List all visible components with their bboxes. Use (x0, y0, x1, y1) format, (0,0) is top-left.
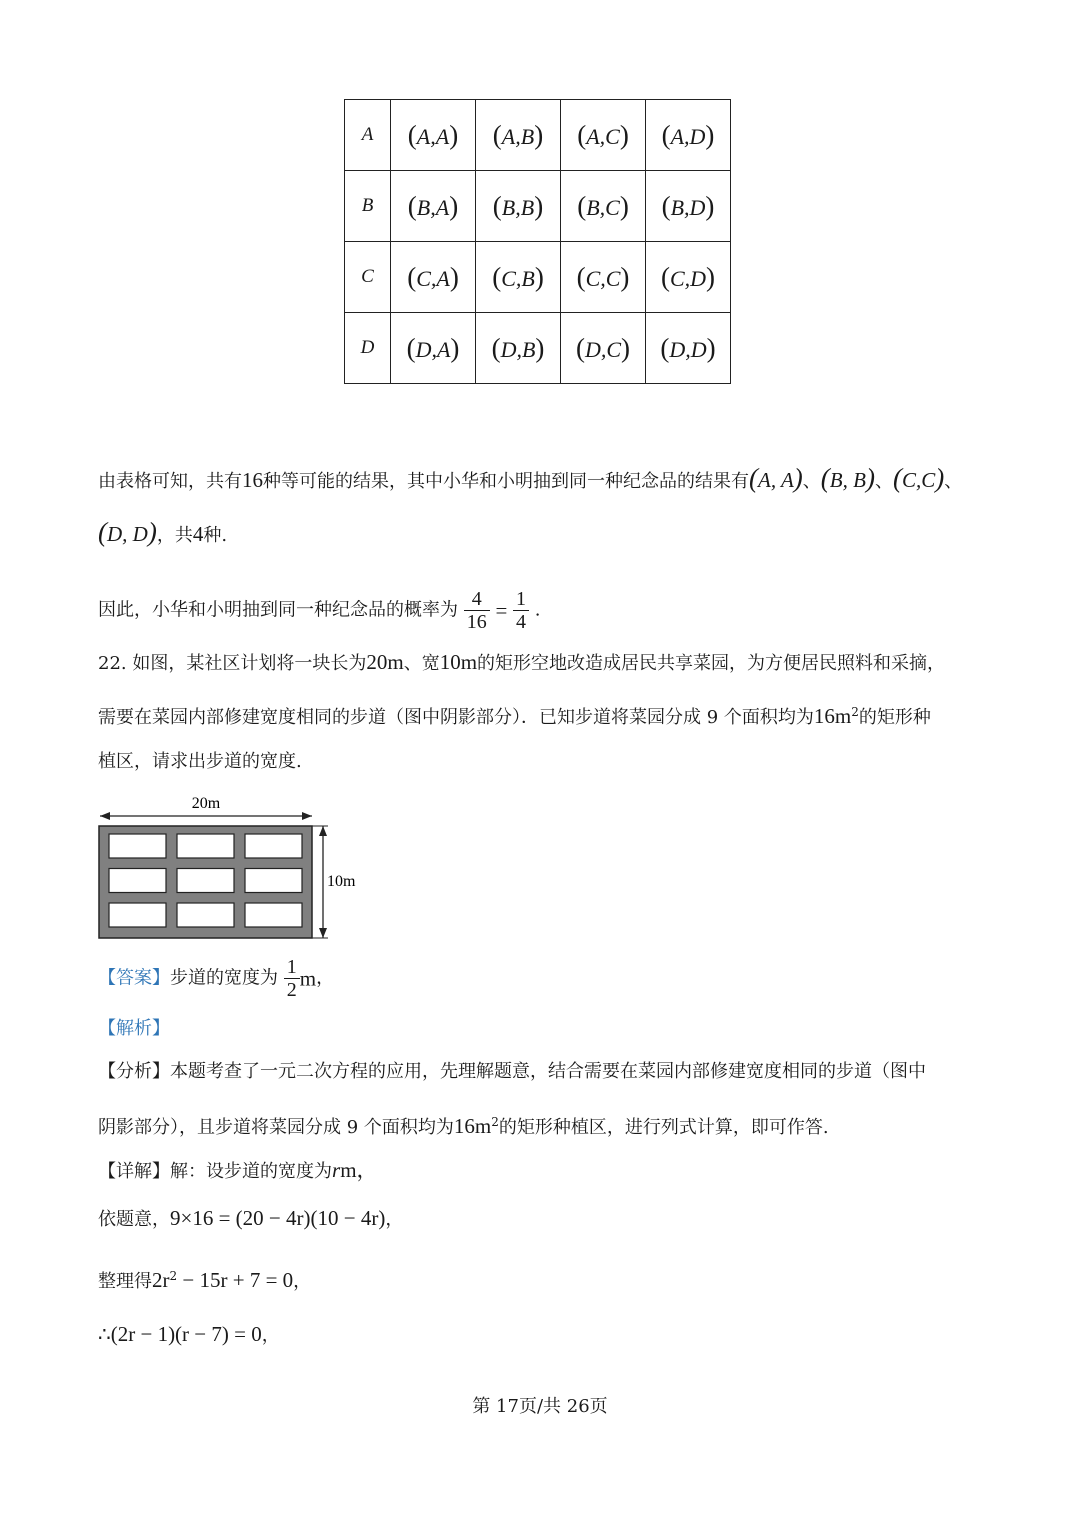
outcome-cell: (D,A) (391, 313, 476, 384)
planting-plot (245, 903, 302, 927)
planting-plot (177, 869, 234, 893)
question-line2: 需要在菜园内部修建宽度相同的步道（图中阴影部分）．已知步道将菜园分成 9 个面积均为$16m^2$的矩形种 (98, 704, 931, 728)
text: 种. (203, 525, 228, 546)
planting-plot (177, 903, 234, 927)
number: 16 (242, 468, 263, 492)
row-header: A (345, 100, 391, 171)
outcome-cell: (C,D) (646, 242, 731, 313)
outcome-cell: (B,A) (391, 171, 476, 242)
detail-line4: ∴(2r − 1)(r − 7) = 0， (98, 1322, 280, 1346)
outcome-cc: (C,C) (892, 463, 945, 493)
probability-paragraph (98, 588, 541, 633)
arrow-down-icon (319, 928, 327, 938)
page-footer: 第 17页/共 26页 (472, 1396, 608, 1417)
text: 因此，小华和小明抽到同一种纪念品的概率为 (98, 599, 458, 621)
planting-plot (177, 834, 234, 858)
detail-line3: 整理得$2r^2 - 15r + 7 = 0$， (98, 1268, 312, 1292)
outcome-cell: (A,B) (476, 100, 561, 171)
fraction-1-4: $\frac{1}{4}$ (513, 588, 529, 633)
outcome-cell: (B,B) (476, 171, 561, 242)
answer-tag: 【答案】 (98, 967, 170, 989)
answer-line: 【答案】步道的宽度为 $\frac{1}{2}$ m， (98, 956, 335, 1001)
outcome-table (344, 99, 731, 384)
result-paragraph-line2 (98, 517, 228, 548)
equals-sign: = (495, 598, 508, 623)
planting-plot (109, 834, 166, 858)
detail-line2: 依题意，9×16 = (20 − 4r)(10 − 4r)， (98, 1206, 404, 1230)
height-label: 10m (327, 873, 356, 890)
row-header: B (345, 171, 391, 242)
text: ，共 (156, 525, 193, 546)
table-row (345, 100, 731, 171)
planting-plot (245, 834, 302, 858)
outcome-cell: (C,B) (476, 242, 561, 313)
outcome-cell: (C,C) (561, 242, 646, 313)
outcome-bb: (B, B) (820, 463, 875, 493)
planting-plots (109, 834, 302, 927)
planting-plot (109, 869, 166, 893)
outcome-cell: (B,C) (561, 171, 646, 242)
number: 4 (192, 522, 204, 546)
width-label: 20m (191, 795, 221, 812)
text: 由表格可知，共有 (98, 471, 242, 492)
table-row (345, 171, 731, 242)
detail-line1: 【详解】解：设步道的宽度为rm， (98, 1158, 378, 1182)
answer-text: 步道的宽度为 (170, 967, 278, 989)
period: . (534, 599, 541, 621)
outcome-cell: (D,D) (646, 313, 731, 384)
planting-plot (245, 869, 302, 893)
arrow-up-icon (319, 826, 327, 836)
outcome-cell: (D,C) (561, 313, 646, 384)
outcome-cell: (A,A) (391, 100, 476, 171)
garden-figure (90, 790, 380, 950)
text: 种等可能的结果，其中小华和小明抽到同一种纪念品的结果有 (263, 471, 749, 492)
outcome-dd: (D, D) (98, 517, 157, 547)
table-row (345, 242, 731, 313)
outcome-aa: (A, A) (749, 463, 803, 493)
result-paragraph-line1 (98, 463, 963, 494)
fraction-1-2: $\frac{1}{2}$ (284, 956, 300, 1001)
fraction-4-16: $\frac{4}{16}$ (464, 588, 490, 633)
analysis-tag: 【解析】 (98, 1018, 170, 1039)
question-line3: 植区，请求出步道的宽度. (98, 751, 302, 772)
row-header: C (345, 242, 391, 313)
row-header: D (345, 313, 391, 384)
outcome-cell: (A,C) (561, 100, 646, 171)
arrow-left-icon (100, 812, 110, 820)
question-line1: 22. 如图，某社区计划将一块长为20m、宽10m的矩形空地改造成居民共享菜园，为方便居民照料和采摘， (98, 650, 946, 674)
arrow-right-icon (302, 812, 312, 820)
table-row (345, 313, 731, 384)
outcome-cell: (D,B) (476, 313, 561, 384)
analysis-line2: 阴影部分），且步道将菜园分成 9 个面积均为$16m^2$的矩形种植区，进行列式计算，即可作答. (98, 1114, 829, 1138)
outcome-cell: (A,D) (646, 100, 731, 171)
outcome-cell: (C,A) (391, 242, 476, 313)
planting-plot (109, 903, 166, 927)
separator: 、 (802, 471, 821, 492)
separator: 、 (874, 471, 893, 492)
outcome-cell: (B,D) (646, 171, 731, 242)
separator: 、 (944, 471, 963, 492)
analysis-line1: 【分析】本题考查了一元二次方程的应用，先理解题意，结合需要在菜园内部修建宽度相同的步道（图中 (98, 1061, 926, 1082)
